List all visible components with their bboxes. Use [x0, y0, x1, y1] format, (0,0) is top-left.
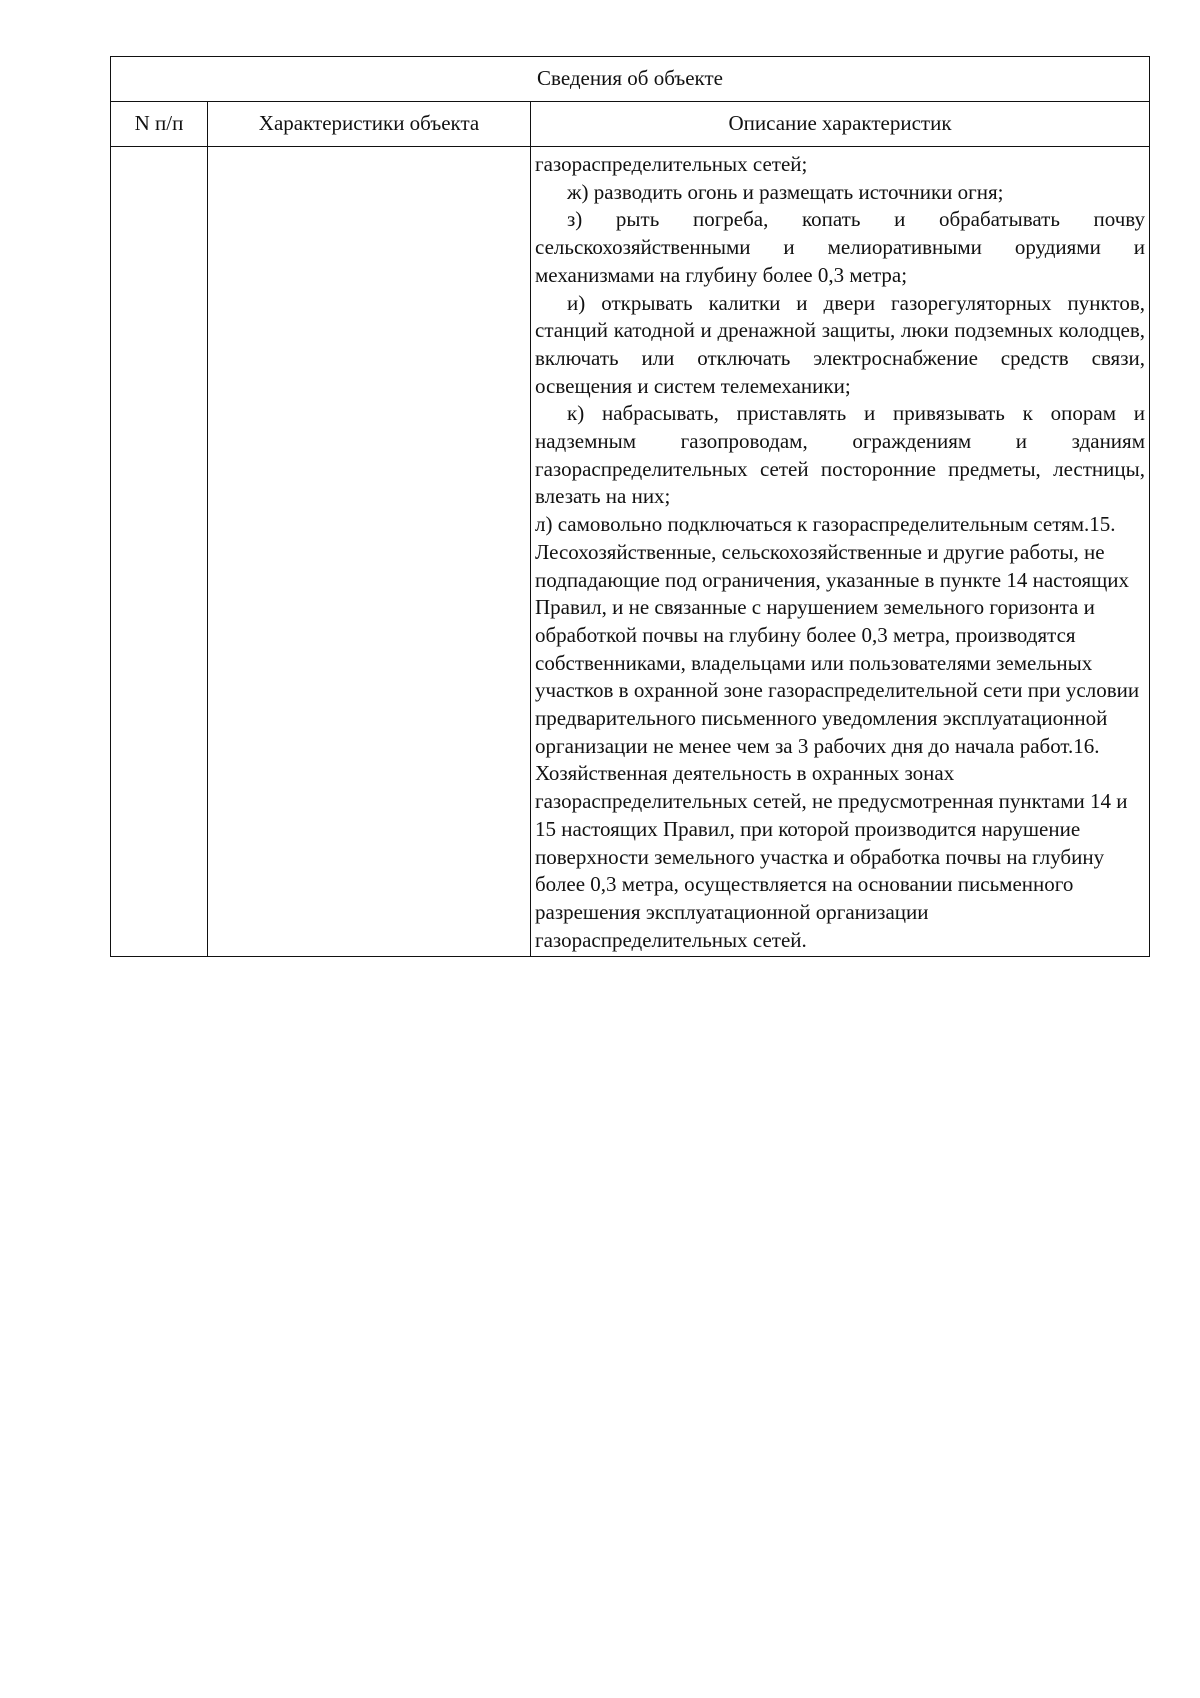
table-header-row: [111, 102, 1150, 147]
cell-description: [531, 147, 1150, 957]
cell-num: [111, 147, 208, 957]
object-info-table: [110, 56, 1150, 957]
table-title-row: [111, 57, 1150, 102]
description-paragraph: газораспределительных сетей;: [535, 152, 808, 176]
description-paragraph: и) открывать калитки и двери газорегуляторных пунктов, станций катодной и дренажной защиты, люки подземных колодцев, включать или отключать электроснабжение средств связи, освещения и систем телемеханики;: [535, 290, 1145, 398]
table-title: Сведения об объекте: [111, 57, 1150, 102]
table-row: [111, 147, 1150, 957]
header-num: N п/п: [111, 102, 208, 147]
cell-characteristics: [208, 147, 531, 957]
description-paragraph: л) самовольно подключаться к газораспределительным сетям.15. Лесохозяйственные, сельскохозяйственные и другие работы, не подпадающие под ограничения, указанные в пункте 14 настоящих Правил, и не связанные с нарушением земельного горизонта и обработкой почвы на глубину более 0,3 метра, производятся собственниками, владельцами или пользователями земельных участков в охранной зоне газораспределительной сети при условии предварительного письменного уведомления эксплуатационной организации не менее чем за 3 рабочих дня до начала работ.16. Хозяйственная деятельность в охранных зонах газораспределительных сетей, не предусмотренная пунктами 14 и 15 настоящих Правил, при которой производится нарушение поверхности земельного участка и обработка почвы на глубину более 0,3 метра, осуществляется на основании письменного разрешения эксплуатационной организации газораспределительных сетей.: [535, 512, 1140, 952]
description-paragraph: к) набрасывать, приставлять и привязывать к опорам и надземным газопроводам, ограждениям и зданиям газораспределительных сетей посторонние предметы, лестницы, влезать на них;: [535, 401, 1145, 509]
header-description: Описание характеристик: [531, 102, 1150, 147]
description-paragraph: з) рыть погреба, копать и обрабатывать почву сельскохозяйственными и мелиоративными орудиями и механизмами на глубину более 0,3 метра;: [535, 207, 1145, 287]
description-paragraph: ж) разводить огонь и размещать источники огня;: [567, 179, 1004, 204]
header-characteristics: Характеристики объекта: [208, 102, 531, 147]
